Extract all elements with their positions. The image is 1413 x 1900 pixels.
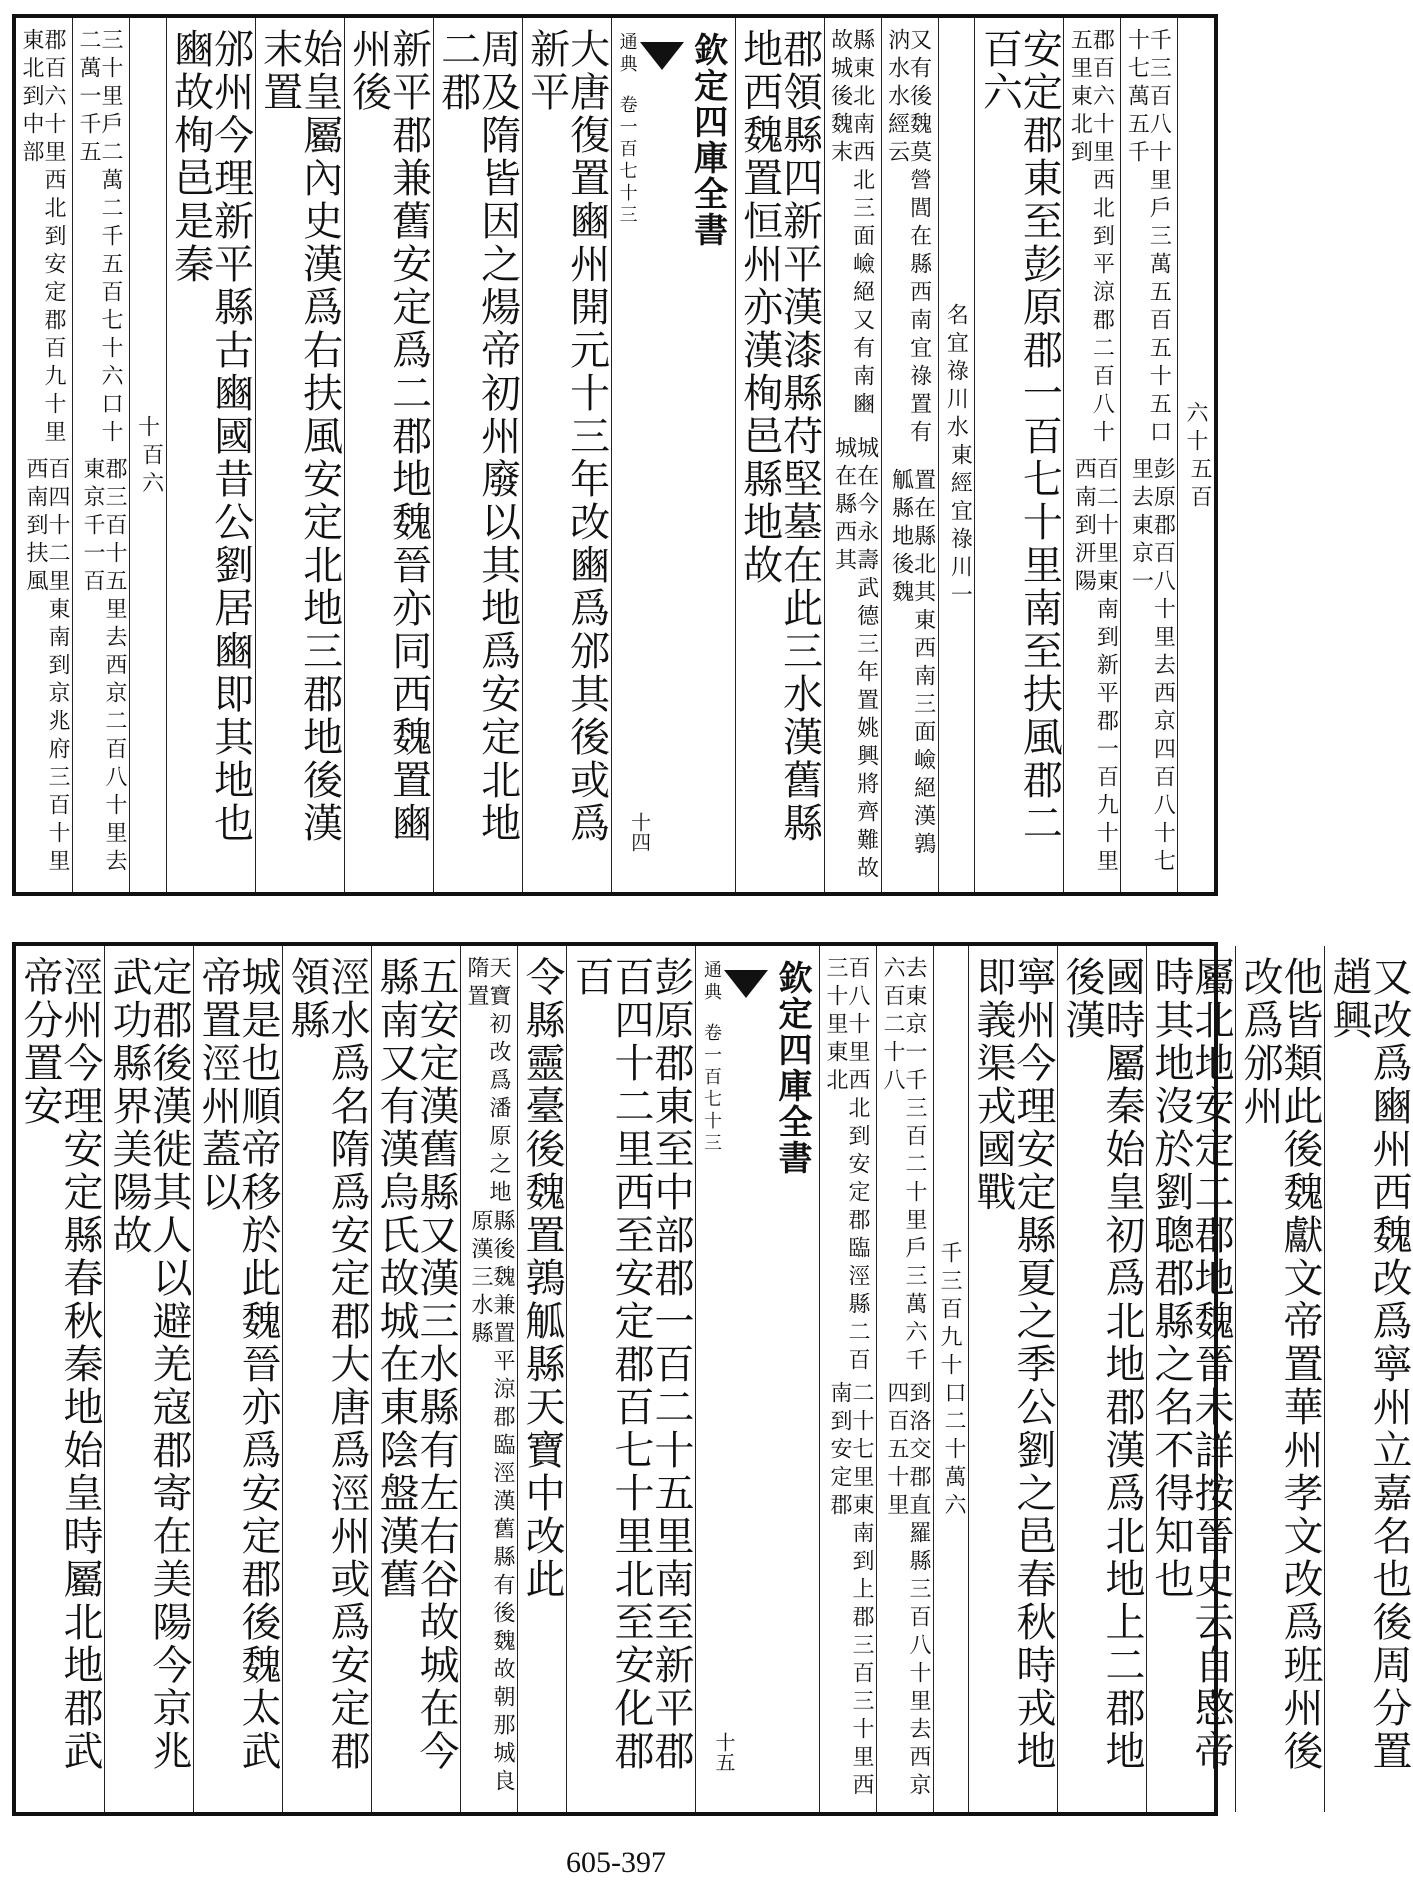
annotation-line: 城在今永壽武德三年置姚興將齊難故城在縣西其 — [831, 435, 879, 884]
top-col-13: 安定郡東至彭原郡一百七十里南至扶風郡二百六 — [975, 18, 1064, 892]
annotation-line: 百八十里西北到安定郡臨涇縣二百三十里東北 — [823, 956, 870, 1376]
bottom-col-13: 國時屬秦始皇初爲北地郡漢爲北地上二郡地後漢 — [1058, 946, 1147, 1812]
bottom-col-1: 涇州今理安定縣春秋秦地始皇時屬北地郡武帝分置安 — [16, 946, 105, 1812]
annotation-line: 彭原郡百八十里去西京四百八十七里去東京一 — [1128, 457, 1176, 877]
bottom-col-12: 寧州今理安定縣夏之季公劉之邑春秋時戎地即義渠戎國戰 — [969, 946, 1058, 1812]
annotation-line: 五百 — [1187, 457, 1213, 513]
annotation-line: 十 — [134, 415, 160, 443]
page-code: 605-397 — [566, 1846, 666, 1879]
annotation-line: 百四十二里東南到京兆府三百十里西南到扶風 — [23, 457, 70, 877]
bottom-col-14: 屬北地安定二郡地魏晉未詳按晉史云自愍帝時其地沒於劉聰郡縣之名不得知也 — [1147, 946, 1236, 1812]
header-book: 通典 — [616, 32, 638, 76]
header-page-number: 十四 — [627, 812, 652, 852]
top-col-3 — [130, 18, 167, 892]
bottom-page — [12, 942, 1412, 1816]
annotation-line: 郡三百十五里去西京二百八十里去東京千一百 — [80, 457, 127, 877]
annotation-line: 縣後魏兼置平涼郡臨涇漢舊縣有後魏故朝那城良原漢三水縣 — [468, 1208, 515, 1797]
annotation-line: 百六 — [138, 443, 164, 499]
annotation-line: 三十里戶二萬二千五百七十六口十二萬一千五 — [76, 28, 123, 448]
bottom-col-15: 他皆類此後魏獻文帝置華州孝文改爲班州後改爲邠州 — [1236, 946, 1325, 1812]
annotation-line: 又有後魏莫營閭在縣西南宜祿置有汭水水經云 — [884, 28, 932, 448]
top-col-7: 周及隋皆因之煬帝初州廢以其地爲安定北地二郡 — [434, 18, 523, 892]
annotation-line: 縣東北南西北三面嶮絕又有南豳故城後魏末 — [827, 28, 875, 420]
annotation-line: 置在縣北其東西南三面嶮絕漢鶉觚縣地後魏 — [888, 468, 936, 860]
header-volume: 卷一百七十三 — [701, 1023, 722, 1155]
top-col-14 — [1064, 18, 1121, 892]
bottom-col-9 — [820, 946, 877, 1812]
fishtail-mark-icon — [724, 970, 768, 998]
top-col-10 — [825, 18, 882, 892]
annotation-line: 到洛交郡直羅縣三百八十里去西京四百五十里 — [884, 1381, 931, 1801]
bottom-col-2: 定郡後漢徙其人以避羌寇郡寄在美陽今京兆武功縣界美陽故 — [105, 946, 194, 1812]
top-col-11 — [882, 18, 939, 892]
top-col-1 — [16, 18, 73, 892]
fishtail-mark-icon — [640, 42, 684, 70]
bottom-center-column — [696, 946, 820, 1812]
annotation-line: 千三百九十 — [937, 1241, 962, 1381]
header-title: 欽定四庫全書 — [687, 32, 728, 248]
annotation-line: 名宜祿川水 — [943, 303, 969, 443]
annotation-line: 去東京一千三百二十里戶三萬六千六百二十八 — [880, 956, 927, 1376]
top-col-8: 大唐復置豳州開元十三年改豳爲邠其後或爲新平 — [523, 18, 612, 892]
bottom-col-7: 令縣靈臺後魏置鶉觚縣天寶中改此 — [518, 946, 567, 1812]
header-book: 通典 — [701, 960, 722, 1004]
bottom-col-16: 又改爲豳州西魏改爲寧州立嘉名也後周分置趙興 — [1326, 956, 1412, 1773]
bottom-col-5: 五安定漢舊縣又漢三水縣有左右谷故城在今縣南又有漢烏氏故城在東陰盤漢舊 — [372, 946, 461, 1812]
bottom-col-4: 涇水爲名隋爲安定郡大唐爲涇州或爲安定郡領縣 — [283, 946, 372, 1812]
top-col-5: 始皇屬內史漢爲右扶風安定北地三郡地後漢末置 — [256, 18, 345, 892]
header-volume: 卷一百七十三 — [616, 95, 638, 227]
bottom-col-3: 城是也順帝移於此魏晉亦爲安定郡後魏太武帝置涇州蓋以 — [194, 946, 283, 1812]
top-center-column — [612, 18, 736, 892]
bottom-col-8: 彭原郡東至中部郡一百二十五里南至新平郡百四十二里西至安定郡百七十里北至安化郡百 — [567, 946, 696, 1812]
top-col-2 — [73, 18, 130, 892]
top-col-6: 新平郡兼舊安定爲二郡地魏晉亦同西魏置豳州後 — [345, 18, 434, 892]
annotation-line: 二十七里東南到上郡三百三十里西南到安定郡 — [827, 1381, 874, 1801]
annotation-line: 郡百六十里西北到平涼郡二百八十五里東北到 — [1067, 28, 1115, 448]
top-col-12 — [939, 18, 976, 892]
top-page — [12, 14, 1218, 896]
bottom-col-11 — [934, 946, 969, 1812]
bottom-col-6 — [461, 946, 518, 1812]
top-col-4: 邠州今理新平縣古豳國昔公劉居豳即其地也豳故栒邑是秦 — [167, 18, 256, 892]
annotation-line: 東經宜祿川一 — [947, 443, 973, 611]
top-col-16 — [1178, 18, 1214, 892]
top-col-15 — [1121, 18, 1178, 892]
header-page-number: 十五 — [712, 1732, 736, 1772]
annotation-line: 百二十里東南到新平郡一百九十里西南到汧陽 — [1071, 457, 1119, 877]
annotation-line: 千三百八十里戶三萬五百五十五口十七萬五千 — [1124, 28, 1172, 448]
header-title: 欽定四庫全書 — [772, 960, 812, 1176]
top-col-9: 郡領縣四新平漢漆縣苻堅墓在此三水漢舊縣地西魏置恒州亦漢栒邑縣地故 — [736, 18, 825, 892]
annotation-line: 六十 — [1183, 401, 1209, 457]
annotation-line: 郡百六十里西北到安定郡百九十里東北到中部 — [19, 28, 66, 448]
annotation-line: 天寶初改爲潘原之地隋置 — [464, 956, 511, 1208]
bottom-col-10 — [877, 946, 934, 1812]
annotation-line: 口二十萬六 — [941, 1381, 966, 1521]
